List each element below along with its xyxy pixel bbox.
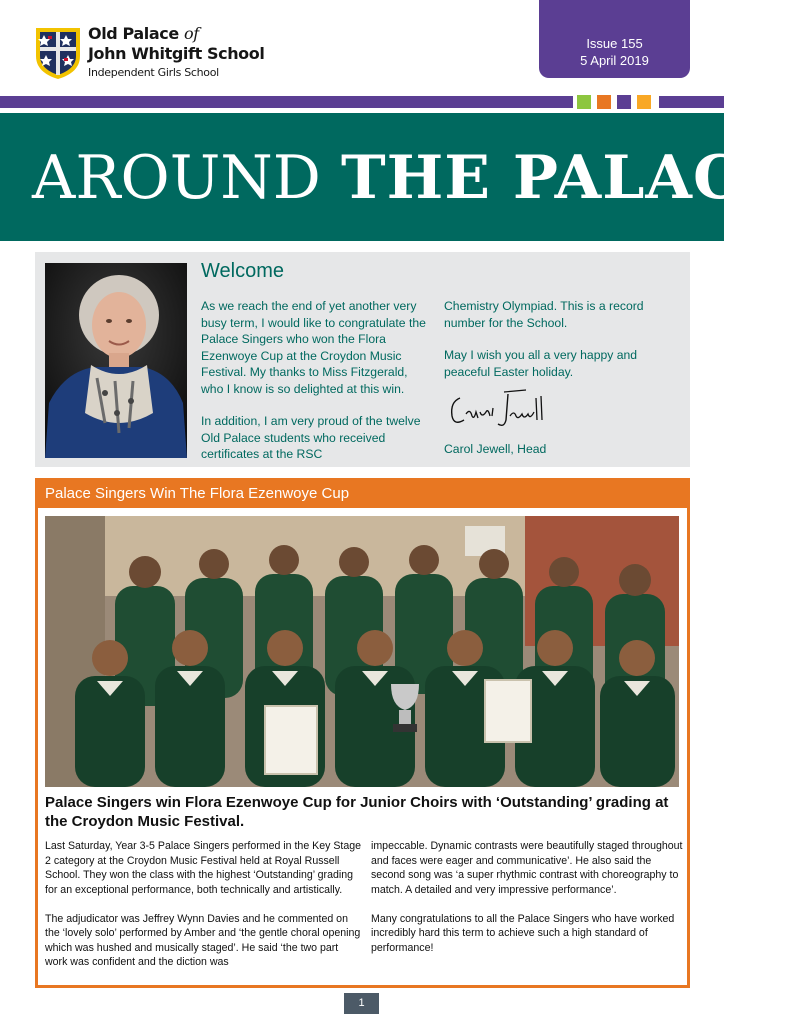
handwritten-signature-icon (446, 388, 546, 432)
article-column-1 (45, 839, 363, 970)
school-name-of: of (184, 24, 199, 43)
issue-number: Issue 155 (586, 36, 643, 51)
yellow-square-icon (637, 95, 651, 109)
welcome-column-2 (444, 298, 680, 380)
welcome-section (35, 252, 690, 467)
signature-name: Carol Jewell, Head (444, 442, 547, 456)
choir-photo-illustration (45, 516, 679, 787)
masthead-title (32, 143, 788, 213)
orange-square-icon (597, 95, 611, 109)
article-paragraph: The adjudicator was Jeffrey Wynn Davies and he commented on the ‘lovely solo’ performed by Amber and ‘the gentle choral opening which was hushed and musically staged’. He said ‘the two part work was confident and the diction was (45, 912, 361, 968)
header (0, 0, 724, 96)
article-paragraph: Many congratulations to all the Palace Singers who have worked incredibly hard this term to achieve such a high standard of performance! (371, 912, 675, 954)
page-number: 1 (344, 993, 379, 1014)
masthead-title-bold: THE PALACE (340, 143, 788, 213)
masthead-title-light: AROUND (32, 143, 321, 213)
welcome-paragraph: As we reach the end of yet another very busy term, I would like to congratulate the Palace Singers who won the Flora Ezenwoye Cup at the Croydon Music Festival. My thanks to Miss Fitzgerald, who I know is so delighted at this win. (201, 299, 426, 396)
choir-group-photo (45, 516, 679, 787)
welcome-paragraph: In addition, I am very proud of the twelve Old Palace students who received certificates at the RSC (201, 414, 421, 461)
article-headline: Palace Singers win Flora Ezenwoye Cup for Junior Choirs with ‘Outstanding’ grading at the Croydon Music Festival. (45, 794, 669, 830)
article-paragraph: Last Saturday, Year 3-5 Palace Singers performed in the Key Stage 2 category at the Croydon Music Festival held at Royal Russell School. They won the class with the highest ‘Outstanding’ grading for an exceptional performance, both technically and artistically. (45, 840, 362, 896)
school-name-old-palace: Old Palace (88, 24, 179, 43)
article-section (35, 478, 690, 988)
school-name-line1 (88, 24, 264, 44)
school-tagline: Independent Girls School (88, 66, 219, 79)
article-column-2 (371, 839, 683, 955)
issue-box (539, 0, 690, 78)
school-name-line2: John Whitgift School (88, 44, 265, 63)
welcome-paragraph: Chemistry Olympiad. This is a record number for the School. (444, 299, 644, 330)
head-portrait-photo (45, 263, 187, 458)
issue-date: 5 April 2019 (580, 53, 649, 68)
color-squares (573, 94, 659, 110)
welcome-column-1 (201, 298, 429, 463)
school-name (88, 24, 264, 79)
purple-square-icon (617, 95, 631, 109)
welcome-title: Welcome (201, 260, 284, 282)
article-header: Palace Singers Win The Flora Ezenwoye Cup (38, 481, 687, 508)
masthead-banner (0, 113, 788, 241)
school-crest-icon (34, 26, 82, 80)
article-paragraph: impeccable. Dynamic contrasts were beautifully staged throughout and faces were eager and communicative’. He also said the second song was ‘a super rhythmic contrast with choreography to match. A detailed and very impressive performance’. (371, 840, 683, 896)
green-square-icon (577, 95, 591, 109)
welcome-paragraph: May I wish you all a very happy and peaceful Easter holiday. (444, 348, 638, 379)
portrait-illustration (45, 263, 187, 458)
